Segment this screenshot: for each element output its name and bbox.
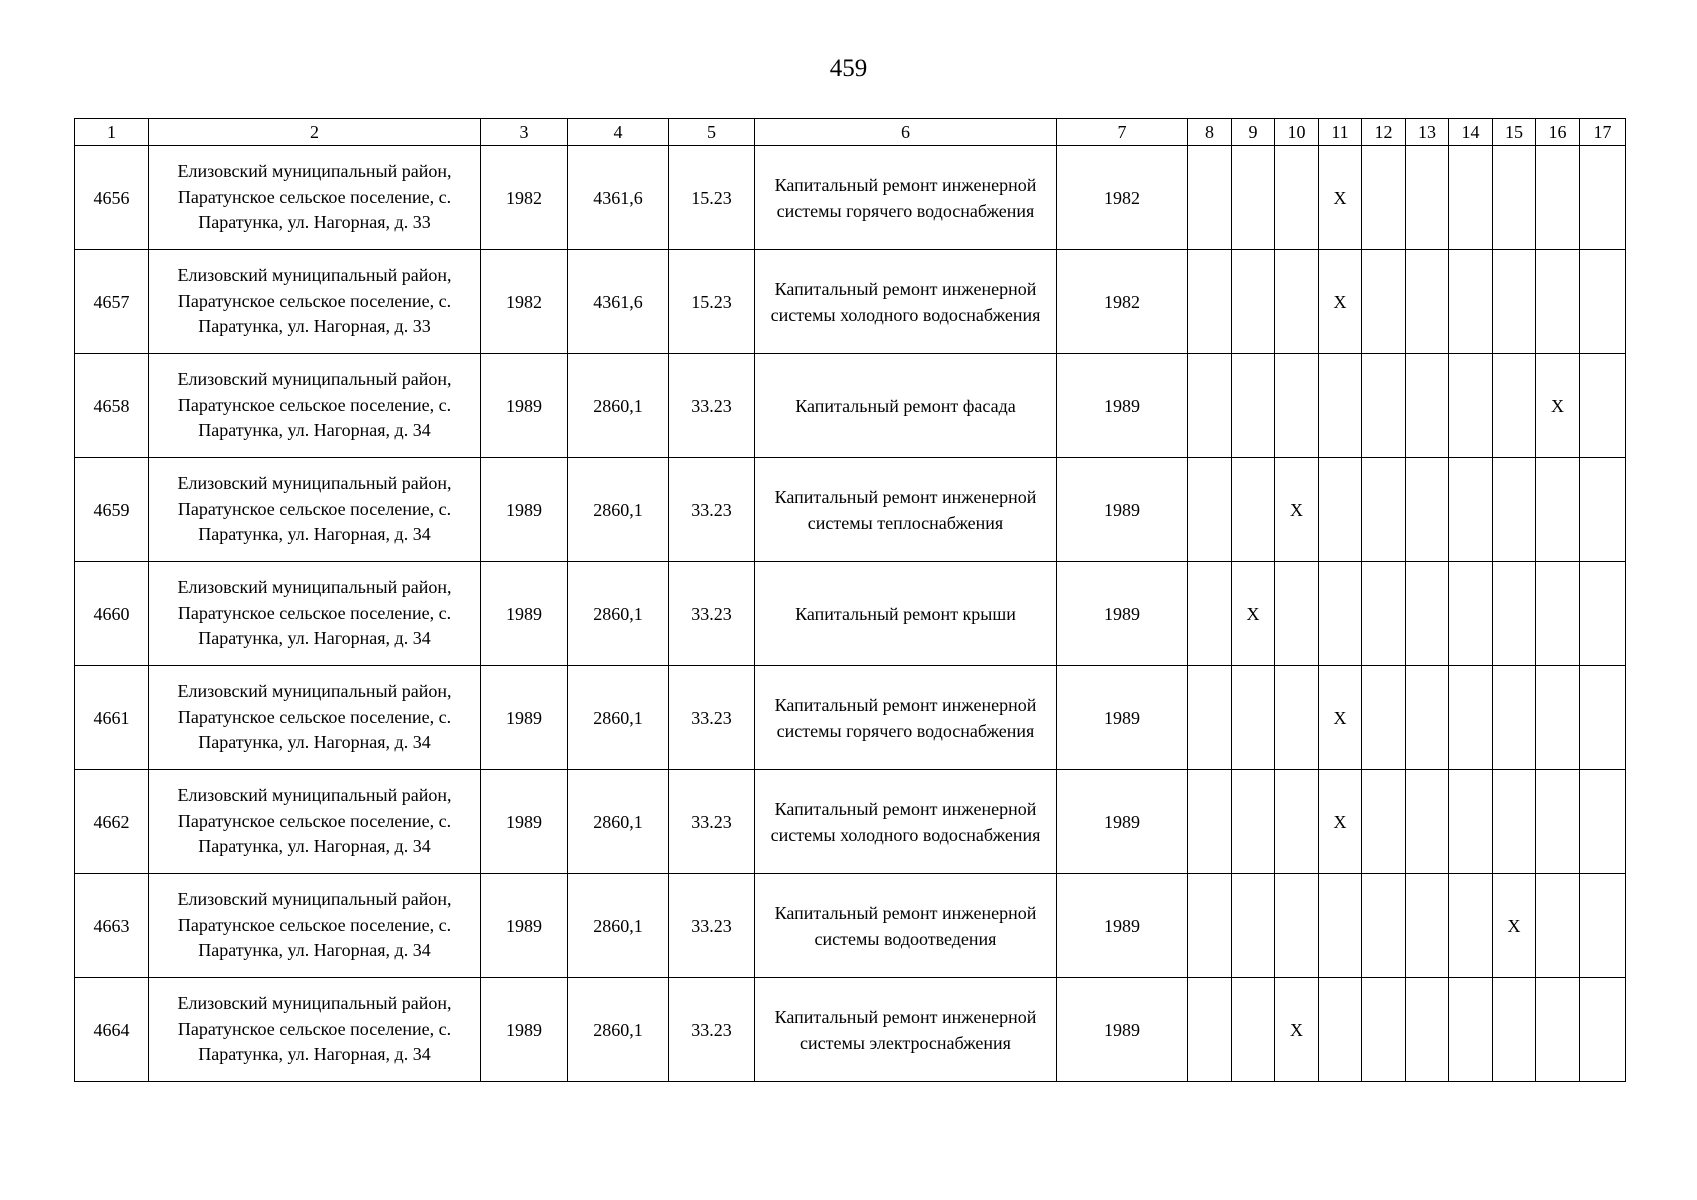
empty-cell-col-17 xyxy=(1580,978,1626,1082)
work-type-cell: Капитальный ремонт крыши xyxy=(755,562,1057,666)
empty-cell-col-17 xyxy=(1580,250,1626,354)
row-number-cell: 4660 xyxy=(75,562,149,666)
empty-cell-col-16 xyxy=(1536,770,1580,874)
area-cell: 2860,1 xyxy=(568,770,669,874)
code-cell: 33.23 xyxy=(669,770,755,874)
empty-cell-col-15 xyxy=(1493,978,1536,1082)
address-cell: Елизовский муниципальный район, Паратунское сельское поселение, с. Паратунка, ул. Нагорная, д. 33 xyxy=(149,146,481,250)
empty-cell-col-8 xyxy=(1188,562,1232,666)
empty-cell-col-8 xyxy=(1188,874,1232,978)
row-number-cell: 4658 xyxy=(75,354,149,458)
year-built-cell: 1989 xyxy=(481,354,568,458)
empty-cell-col-10 xyxy=(1275,666,1319,770)
planned-year-cell: 1989 xyxy=(1057,666,1188,770)
address-cell: Елизовский муниципальный район, Паратунское сельское поселение, с. Паратунка, ул. Нагорная, д. 34 xyxy=(149,770,481,874)
year-built-cell: 1989 xyxy=(481,562,568,666)
row-number-cell: 4656 xyxy=(75,146,149,250)
row-number-cell: 4664 xyxy=(75,978,149,1082)
empty-cell-col-16 xyxy=(1536,458,1580,562)
year-built-cell: 1982 xyxy=(481,146,568,250)
empty-cell-col-9 xyxy=(1232,146,1275,250)
code-cell: 15.23 xyxy=(669,146,755,250)
year-built-cell: 1989 xyxy=(481,978,568,1082)
address-cell: Елизовский муниципальный район, Паратунское сельское поселение, с. Паратунка, ул. Нагорная, д. 34 xyxy=(149,354,481,458)
empty-cell-col-9 xyxy=(1232,666,1275,770)
area-cell: 2860,1 xyxy=(568,874,669,978)
column-number-11: 11 xyxy=(1319,119,1362,146)
mark-cell-col-10: Х xyxy=(1275,458,1319,562)
table-row xyxy=(75,146,1626,250)
empty-cell-col-13 xyxy=(1406,354,1449,458)
empty-cell-col-16 xyxy=(1536,146,1580,250)
empty-cell-col-14 xyxy=(1449,874,1493,978)
empty-cell-col-14 xyxy=(1449,562,1493,666)
empty-cell-col-8 xyxy=(1188,666,1232,770)
mark-cell-col-11: Х xyxy=(1319,666,1362,770)
planned-year-cell: 1982 xyxy=(1057,146,1188,250)
empty-cell-col-16 xyxy=(1536,666,1580,770)
empty-cell-col-11 xyxy=(1319,562,1362,666)
table-row xyxy=(75,978,1626,1082)
empty-cell-col-15 xyxy=(1493,562,1536,666)
column-number-3: 3 xyxy=(481,119,568,146)
empty-cell-col-17 xyxy=(1580,354,1626,458)
empty-cell-col-14 xyxy=(1449,978,1493,1082)
column-number-13: 13 xyxy=(1406,119,1449,146)
column-number-12: 12 xyxy=(1362,119,1406,146)
area-cell: 2860,1 xyxy=(568,666,669,770)
empty-cell-col-9 xyxy=(1232,770,1275,874)
address-cell: Елизовский муниципальный район, Паратунское сельское поселение, с. Паратунка, ул. Нагорная, д. 33 xyxy=(149,250,481,354)
year-built-cell: 1989 xyxy=(481,874,568,978)
table-row xyxy=(75,250,1626,354)
empty-cell-col-9 xyxy=(1232,354,1275,458)
row-number-cell: 4663 xyxy=(75,874,149,978)
empty-cell-col-17 xyxy=(1580,562,1626,666)
mark-cell-col-11: Х xyxy=(1319,146,1362,250)
empty-cell-col-10 xyxy=(1275,250,1319,354)
column-number-10: 10 xyxy=(1275,119,1319,146)
empty-cell-col-13 xyxy=(1406,250,1449,354)
empty-cell-col-14 xyxy=(1449,458,1493,562)
empty-cell-col-12 xyxy=(1362,250,1406,354)
empty-cell-col-13 xyxy=(1406,770,1449,874)
planned-year-cell: 1989 xyxy=(1057,458,1188,562)
code-cell: 15.23 xyxy=(669,250,755,354)
mark-cell-col-11: Х xyxy=(1319,250,1362,354)
empty-cell-col-15 xyxy=(1493,770,1536,874)
planned-year-cell: 1989 xyxy=(1057,770,1188,874)
empty-cell-col-9 xyxy=(1232,250,1275,354)
year-built-cell: 1989 xyxy=(481,666,568,770)
empty-cell-col-14 xyxy=(1449,770,1493,874)
empty-cell-col-15 xyxy=(1493,666,1536,770)
code-cell: 33.23 xyxy=(669,666,755,770)
empty-cell-col-12 xyxy=(1362,874,1406,978)
empty-cell-col-11 xyxy=(1319,458,1362,562)
work-type-cell: Капитальный ремонт инженерной системы горячего водоснабжения xyxy=(755,666,1057,770)
empty-cell-col-8 xyxy=(1188,146,1232,250)
work-type-cell: Капитальный ремонт инженерной системы холодного водоснабжения xyxy=(755,770,1057,874)
empty-cell-col-11 xyxy=(1319,978,1362,1082)
year-built-cell: 1989 xyxy=(481,770,568,874)
column-number-16: 16 xyxy=(1536,119,1580,146)
planned-year-cell: 1989 xyxy=(1057,354,1188,458)
empty-cell-col-13 xyxy=(1406,146,1449,250)
area-cell: 2860,1 xyxy=(568,458,669,562)
empty-cell-col-12 xyxy=(1362,978,1406,1082)
work-type-cell: Капитальный ремонт фасада xyxy=(755,354,1057,458)
empty-cell-col-14 xyxy=(1449,250,1493,354)
address-cell: Елизовский муниципальный район, Паратунское сельское поселение, с. Паратунка, ул. Нагорная, д. 34 xyxy=(149,874,481,978)
empty-cell-col-17 xyxy=(1580,146,1626,250)
column-number-2: 2 xyxy=(149,119,481,146)
empty-cell-col-8 xyxy=(1188,458,1232,562)
work-type-cell: Капитальный ремонт инженерной системы электроснабжения xyxy=(755,978,1057,1082)
empty-cell-col-12 xyxy=(1362,458,1406,562)
table-row xyxy=(75,458,1626,562)
planned-year-cell: 1989 xyxy=(1057,874,1188,978)
code-cell: 33.23 xyxy=(669,874,755,978)
code-cell: 33.23 xyxy=(669,978,755,1082)
column-number-8: 8 xyxy=(1188,119,1232,146)
code-cell: 33.23 xyxy=(669,458,755,562)
column-number-7: 7 xyxy=(1057,119,1188,146)
work-type-cell: Капитальный ремонт инженерной системы холодного водоснабжения xyxy=(755,250,1057,354)
empty-cell-col-8 xyxy=(1188,354,1232,458)
column-number-6: 6 xyxy=(755,119,1057,146)
work-type-cell: Капитальный ремонт инженерной системы теплоснабжения xyxy=(755,458,1057,562)
empty-cell-col-11 xyxy=(1319,874,1362,978)
empty-cell-col-8 xyxy=(1188,250,1232,354)
empty-cell-col-15 xyxy=(1493,250,1536,354)
column-number-5: 5 xyxy=(669,119,755,146)
empty-cell-col-12 xyxy=(1362,146,1406,250)
area-cell: 4361,6 xyxy=(568,250,669,354)
column-number-4: 4 xyxy=(568,119,669,146)
area-cell: 2860,1 xyxy=(568,562,669,666)
mark-cell-col-16: Х xyxy=(1536,354,1580,458)
mark-cell-col-10: Х xyxy=(1275,978,1319,1082)
column-number-15: 15 xyxy=(1493,119,1536,146)
code-cell: 33.23 xyxy=(669,354,755,458)
empty-cell-col-13 xyxy=(1406,874,1449,978)
column-number-header-row xyxy=(75,119,1626,146)
empty-cell-col-15 xyxy=(1493,354,1536,458)
empty-cell-col-10 xyxy=(1275,874,1319,978)
row-number-cell: 4659 xyxy=(75,458,149,562)
empty-cell-col-10 xyxy=(1275,770,1319,874)
table-body xyxy=(75,119,1626,1082)
work-type-cell: Капитальный ремонт инженерной системы водоотведения xyxy=(755,874,1057,978)
empty-cell-col-14 xyxy=(1449,146,1493,250)
column-number-14: 14 xyxy=(1449,119,1493,146)
empty-cell-col-16 xyxy=(1536,874,1580,978)
table-row xyxy=(75,354,1626,458)
empty-cell-col-17 xyxy=(1580,770,1626,874)
table-row xyxy=(75,562,1626,666)
mark-cell-col-11: Х xyxy=(1319,770,1362,874)
empty-cell-col-12 xyxy=(1362,666,1406,770)
empty-cell-col-15 xyxy=(1493,458,1536,562)
empty-cell-col-17 xyxy=(1580,874,1626,978)
address-cell: Елизовский муниципальный район, Паратунское сельское поселение, с. Паратунка, ул. Нагорная, д. 34 xyxy=(149,458,481,562)
empty-cell-col-10 xyxy=(1275,146,1319,250)
empty-cell-col-9 xyxy=(1232,978,1275,1082)
code-cell: 33.23 xyxy=(669,562,755,666)
row-number-cell: 4661 xyxy=(75,666,149,770)
empty-cell-col-13 xyxy=(1406,978,1449,1082)
column-number-1: 1 xyxy=(75,119,149,146)
mark-cell-col-9: Х xyxy=(1232,562,1275,666)
empty-cell-col-9 xyxy=(1232,458,1275,562)
mark-cell-col-15: Х xyxy=(1493,874,1536,978)
page-number: 459 xyxy=(829,55,868,82)
empty-cell-col-17 xyxy=(1580,666,1626,770)
empty-cell-col-12 xyxy=(1362,562,1406,666)
empty-cell-col-11 xyxy=(1319,354,1362,458)
column-number-17: 17 xyxy=(1580,119,1626,146)
empty-cell-col-15 xyxy=(1493,146,1536,250)
empty-cell-col-13 xyxy=(1406,458,1449,562)
planned-year-cell: 1989 xyxy=(1057,978,1188,1082)
empty-cell-col-13 xyxy=(1406,666,1449,770)
empty-cell-col-10 xyxy=(1275,354,1319,458)
address-cell: Елизовский муниципальный район, Паратунское сельское поселение, с. Паратунка, ул. Нагорная, д. 34 xyxy=(149,978,481,1082)
table-row xyxy=(75,666,1626,770)
empty-cell-col-12 xyxy=(1362,354,1406,458)
empty-cell-col-8 xyxy=(1188,978,1232,1082)
work-type-cell: Капитальный ремонт инженерной системы горячего водоснабжения xyxy=(755,146,1057,250)
planned-year-cell: 1989 xyxy=(1057,562,1188,666)
row-number-cell: 4657 xyxy=(75,250,149,354)
empty-cell-col-12 xyxy=(1362,770,1406,874)
year-built-cell: 1982 xyxy=(481,250,568,354)
row-number-cell: 4662 xyxy=(75,770,149,874)
empty-cell-col-17 xyxy=(1580,458,1626,562)
area-cell: 4361,6 xyxy=(568,146,669,250)
year-built-cell: 1989 xyxy=(481,458,568,562)
area-cell: 2860,1 xyxy=(568,354,669,458)
repair-schedule-table xyxy=(74,118,1626,1082)
table-row xyxy=(75,770,1626,874)
address-cell: Елизовский муниципальный район, Паратунское сельское поселение, с. Паратунка, ул. Нагорная, д. 34 xyxy=(149,562,481,666)
column-number-9: 9 xyxy=(1232,119,1275,146)
empty-cell-col-16 xyxy=(1536,250,1580,354)
empty-cell-col-14 xyxy=(1449,666,1493,770)
table-row xyxy=(75,874,1626,978)
empty-cell-col-13 xyxy=(1406,562,1449,666)
area-cell: 2860,1 xyxy=(568,978,669,1082)
empty-cell-col-14 xyxy=(1449,354,1493,458)
empty-cell-col-9 xyxy=(1232,874,1275,978)
empty-cell-col-16 xyxy=(1536,978,1580,1082)
address-cell: Елизовский муниципальный район, Паратунское сельское поселение, с. Паратунка, ул. Нагорная, д. 34 xyxy=(149,666,481,770)
empty-cell-col-8 xyxy=(1188,770,1232,874)
planned-year-cell: 1982 xyxy=(1057,250,1188,354)
empty-cell-col-10 xyxy=(1275,562,1319,666)
empty-cell-col-16 xyxy=(1536,562,1580,666)
